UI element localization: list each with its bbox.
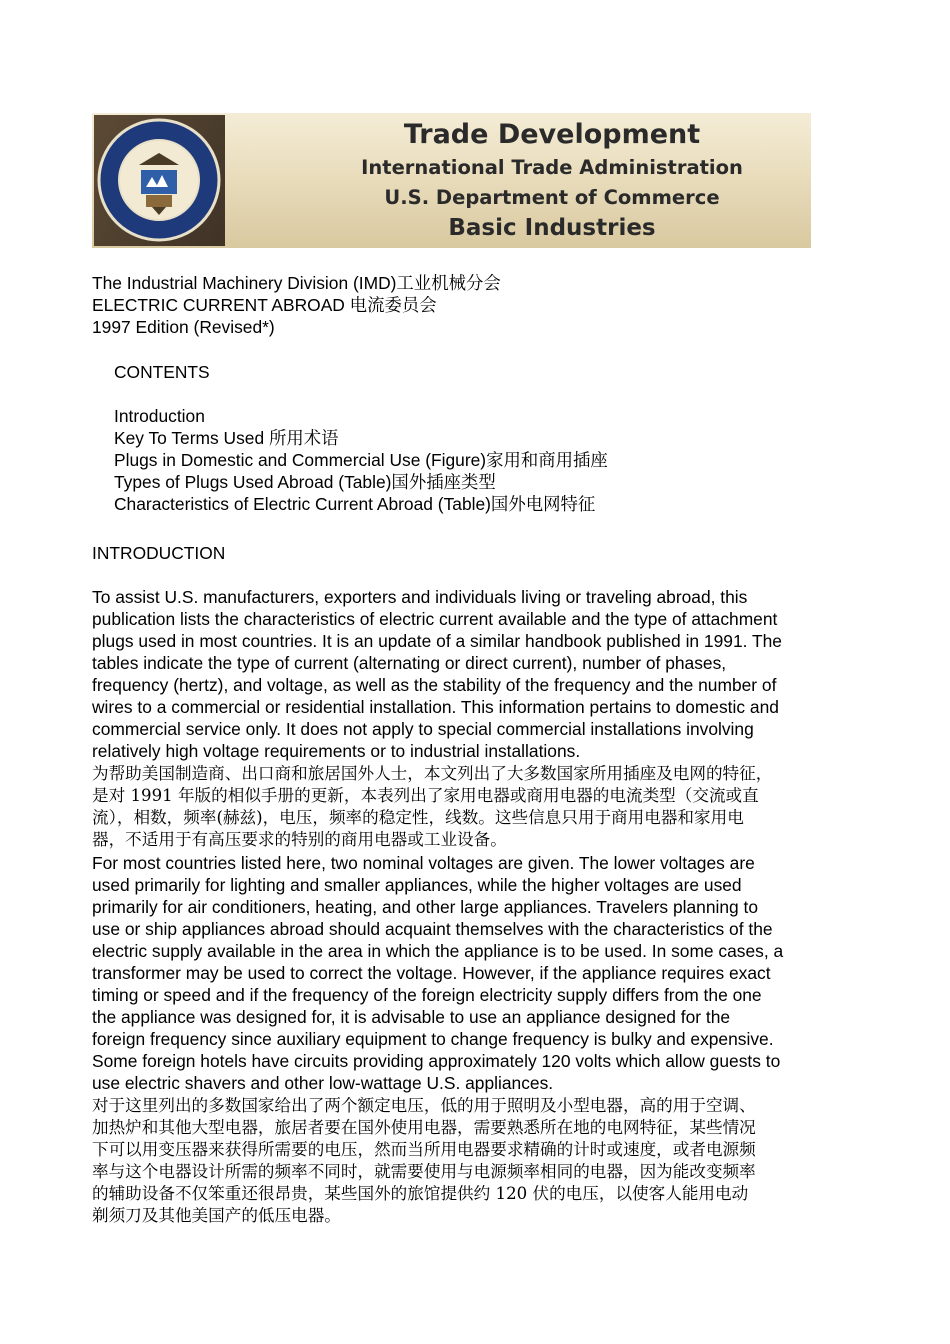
contents-item-plug-types-table[interactable]: Types of Plugs Used Abroad (Table)国外插座类型 (114, 472, 496, 492)
department-of-commerce-seal-icon (94, 115, 225, 246)
banner-line-2: International Trade Administration (361, 156, 743, 179)
text-line: For most countries listed here, two nominal voltages are given. The lower voltages are (92, 853, 755, 873)
text-line: frequency (hertz), and voltage, as well as the stability of the frequency and the number of (92, 675, 777, 695)
contents-list (114, 405, 894, 515)
contents-item-current-characteristics-table[interactable]: Characteristics of Electric Current Abroad (Table)国外电网特征 (114, 494, 596, 514)
contents-item-plugs-figure[interactable]: Plugs in Domestic and Commercial Use (Figure)家用和商用插座 (114, 450, 608, 470)
text-line: Some foreign hotels have circuits providing approximately 120 volts which allow guests to (92, 1051, 781, 1071)
text-line: use or ship appliances abroad should acquaint themselves with the characteristics of the (92, 919, 773, 939)
text-line: plugs used in most countries. It is an update of a similar handbook published in 1991. The (92, 631, 782, 651)
contents-item-introduction[interactable]: Introduction (114, 406, 205, 426)
text-line: To assist U.S. manufacturers, exporters and individuals living or traveling abroad, this (92, 587, 748, 607)
text-line: foreign frequency since auxiliary equipment to change frequency is bulky and expensive. (92, 1029, 774, 1049)
text-line: 器，不适用于有高压要求的特别的商用电器或工业设备。 (92, 830, 507, 849)
text-line: 剃须刀及其他美国产的低压电器。 (92, 1206, 341, 1225)
contents-item-key-to-terms[interactable]: Key To Terms Used 所用术语 (114, 428, 339, 448)
text-line: 率与这个电器设计所需的频率不同时，就需要使用与电源频率相同的电器，因为能改变频率 (92, 1162, 756, 1181)
text-line: electric supply available in the area in which the appliance is to be used. In some cases, a (92, 941, 784, 961)
text-line: transformer may be used to correct the voltage. However, if the appliance requires exact (92, 963, 771, 983)
text-line: 对于这里列出的多数国家给出了两个额定电压，低的用于照明及小型电器，高的用于空调、 (92, 1096, 756, 1115)
text-line: timing or speed and if the frequency of the foreign electricity supply differs from the one (92, 985, 762, 1005)
text-line: wires to a commercial or residential installation. This information pertains to domestic and (92, 697, 779, 717)
text-line: tables indicate the type of current (alternating or direct current), number of phases, (92, 653, 727, 673)
text-line: publication lists the characteristics of electric current available and the type of attachment (92, 609, 778, 629)
banner-title (302, 117, 802, 243)
text-line: 加热炉和其他大型电器，旅居者要在国外使用电器，需要熟悉所在地的电网特征，某些情况 (92, 1118, 756, 1137)
text-line: 的辅助设备不仅笨重还很昂贵，某些国外的旅馆提供约 120 伏的电压，以使客人能用电动 (92, 1184, 749, 1203)
text-line: commercial service only. It does not apply to special commercial installations involving (92, 719, 754, 739)
division-line: The Industrial Machinery Division (IMD)工业机械分会 (92, 273, 501, 293)
text-line: use electric shavers and other low-wattage U.S. appliances. (92, 1073, 554, 1093)
publication-title: ELECTRIC CURRENT ABROAD 电流委员会 (92, 295, 437, 315)
text-line: 下可以用变压器来获得所需要的电压，然而当所用电器要求精确的计时或速度，或者电源频 (92, 1140, 756, 1159)
contents-title: CONTENTS (114, 362, 210, 382)
introduction-heading (92, 542, 872, 564)
introduction-title: INTRODUCTION (92, 543, 226, 563)
text-line: 为帮助美国制造商、出口商和旅居国外人士，本文列出了大多数国家所用插座及电网的特征， (92, 764, 773, 783)
text-line: 是对 1991 年版的相似手册的更新，本表列出了家用电器或商用电器的电流类型（交流或直 (92, 786, 759, 805)
text-line: used primarily for lighting and smaller appliances, while the higher voltages are used (92, 875, 742, 895)
text-line: relatively high voltage requirements or to industrial installations. (92, 741, 581, 761)
text-line: the appliance was designed for, it is advisable to use an appliance designed for the (92, 1007, 731, 1027)
intro-paragraph-1-zh (92, 763, 862, 851)
intro-paragraph-1-en (92, 586, 862, 762)
document-header (92, 272, 872, 338)
banner-line-1: Trade Development (403, 119, 701, 150)
edition-line: 1997 Edition (Revised*) (92, 317, 275, 337)
intro-paragraph-2-zh (92, 1095, 862, 1227)
banner-line-3: U.S. Department of Commerce (384, 186, 720, 209)
text-line: 流），相数，频率(赫兹)，电压，频率的稳定性，线数。这些信息只用于商用电器和家用电 (92, 808, 744, 827)
banner-image (92, 113, 811, 248)
text-line: primarily for air conditioners, heating, and other large appliances. Travelers planning to (92, 897, 759, 917)
intro-paragraph-2-en (92, 852, 862, 1094)
banner-line-4: Basic Industries (448, 215, 656, 241)
contents-heading (114, 361, 894, 383)
